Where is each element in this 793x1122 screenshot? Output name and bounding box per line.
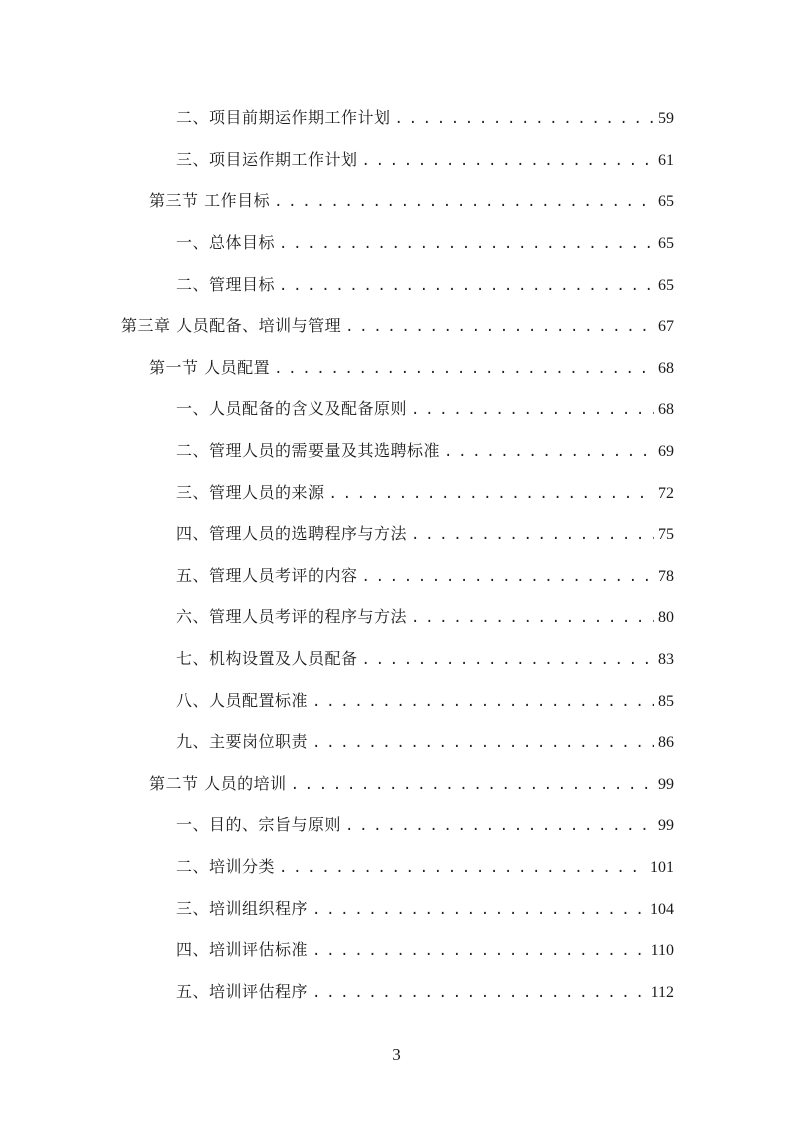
toc-entry-title: 第二节 人员的培训: [149, 773, 287, 793]
toc-entry-title: 二、管理目标: [176, 274, 276, 294]
toc-dot-leader: [411, 610, 654, 626]
toc-entry-page: 110: [650, 942, 674, 960]
toc-entry[interactable]: [0, 969, 793, 1011]
toc-entry-page: 75: [658, 526, 674, 544]
toc-entry[interactable]: [0, 96, 793, 138]
toc-entry[interactable]: [0, 554, 793, 596]
toc-entry[interactable]: [0, 262, 793, 304]
toc-entry[interactable]: [0, 886, 793, 928]
toc-dot-leader: [312, 985, 647, 1001]
toc-dot-leader: [279, 236, 654, 252]
toc-entry-page: 104: [650, 900, 674, 918]
toc-entry-page: 99: [658, 817, 674, 835]
toc-entry[interactable]: [0, 138, 793, 180]
toc-dot-leader: [279, 278, 654, 294]
toc-entry-title: 二、项目前期运作期工作计划: [176, 108, 391, 128]
toc-entry-page: 65: [658, 193, 674, 211]
toc-entry[interactable]: [0, 429, 793, 471]
toc-entry-title: 一、总体目标: [176, 233, 276, 253]
toc-entry-title: 七、机构设置及人员配备: [176, 649, 358, 669]
toc-entry-page: 65: [658, 276, 674, 294]
toc-entry-page: 112: [650, 983, 674, 1001]
toc-entry[interactable]: [0, 304, 793, 346]
toc-entry[interactable]: [0, 470, 793, 512]
toc-dot-leader: [395, 111, 654, 127]
toc-entry[interactable]: [0, 637, 793, 679]
toc-entry-title: 八、人员配置标准: [176, 690, 309, 710]
toc-entry-page: 85: [658, 692, 674, 710]
toc-dot-leader: [279, 860, 646, 876]
toc-dot-leader: [312, 943, 647, 959]
toc-entry-title: 六、管理人员考评的程序与方法: [176, 607, 408, 627]
toc-entry-page: 80: [658, 609, 674, 627]
toc-entry-page: 72: [658, 484, 674, 502]
toc-dot-leader: [362, 153, 654, 169]
toc-dot-leader: [274, 194, 654, 210]
toc-entry-page: 59: [658, 110, 674, 128]
toc-dot-leader: [345, 319, 654, 335]
toc-dot-leader: [329, 486, 654, 502]
toc-entry-title: 二、管理人员的需要量及其选聘标准: [176, 441, 441, 461]
toc-entry-title: 三、培训组织程序: [176, 898, 309, 918]
toc-dot-leader: [362, 569, 654, 585]
toc-dot-leader: [291, 777, 654, 793]
toc-entry[interactable]: [0, 803, 793, 845]
toc-dot-leader: [312, 902, 646, 918]
toc-entry[interactable]: [0, 179, 793, 221]
toc-entry[interactable]: [0, 387, 793, 429]
toc-entry-page: 68: [658, 359, 674, 377]
toc-entry-title: 一、人员配备的含义及配备原则: [176, 399, 408, 419]
toc-entry-page: 86: [658, 734, 674, 752]
toc-entry[interactable]: [0, 512, 793, 554]
toc-dot-leader: [274, 361, 654, 377]
toc-entry-page: 69: [658, 443, 674, 461]
toc-entry-title: 四、培训评估标准: [176, 940, 309, 960]
toc-entry-title: 五、管理人员考评的内容: [176, 565, 358, 585]
toc-entry[interactable]: [0, 845, 793, 887]
toc-entry-page: 99: [658, 775, 674, 793]
toc-entry[interactable]: [0, 221, 793, 263]
toc-dot-leader: [444, 444, 654, 460]
toc-entry-title: 二、培训分类: [176, 856, 276, 876]
toc-entry-page: 65: [658, 235, 674, 253]
toc-entry-page: 67: [658, 318, 674, 336]
toc-entry-title: 九、主要岗位职责: [176, 732, 309, 752]
toc-dot-leader: [312, 735, 654, 751]
toc-entry-title: 第三章 人员配备、培训与管理: [121, 316, 342, 336]
toc-entry[interactable]: [0, 346, 793, 388]
toc-entry-title: 四、管理人员的选聘程序与方法: [176, 524, 408, 544]
toc-entry[interactable]: [0, 928, 793, 970]
toc-entry[interactable]: [0, 720, 793, 762]
toc-dot-leader: [411, 527, 654, 543]
toc-entry[interactable]: [0, 595, 793, 637]
toc-dot-leader: [362, 652, 654, 668]
toc-entry-title: 三、项目运作期工作计划: [176, 149, 358, 169]
toc-entry-page: 83: [658, 651, 674, 669]
toc-entry-title: 一、目的、宗旨与原则: [176, 815, 342, 835]
toc-entry-page: 61: [658, 151, 674, 169]
page-number: 3: [392, 1045, 401, 1064]
toc-entry[interactable]: [0, 762, 793, 804]
toc-entry-title: 三、管理人员的来源: [176, 482, 325, 502]
toc-entry-title: 五、培训评估程序: [176, 981, 309, 1001]
toc-dot-leader: [411, 402, 654, 418]
toc-dot-leader: [312, 694, 654, 710]
table-of-contents: [0, 96, 793, 1011]
toc-entry-title: 第三节 工作目标: [149, 191, 271, 211]
toc-dot-leader: [345, 818, 654, 834]
toc-entry[interactable]: [0, 678, 793, 720]
toc-entry-page: 78: [658, 567, 674, 585]
toc-entry-page: 101: [650, 858, 674, 876]
toc-entry-page: 68: [658, 401, 674, 419]
toc-entry-title: 第一节 人员配置: [149, 357, 271, 377]
